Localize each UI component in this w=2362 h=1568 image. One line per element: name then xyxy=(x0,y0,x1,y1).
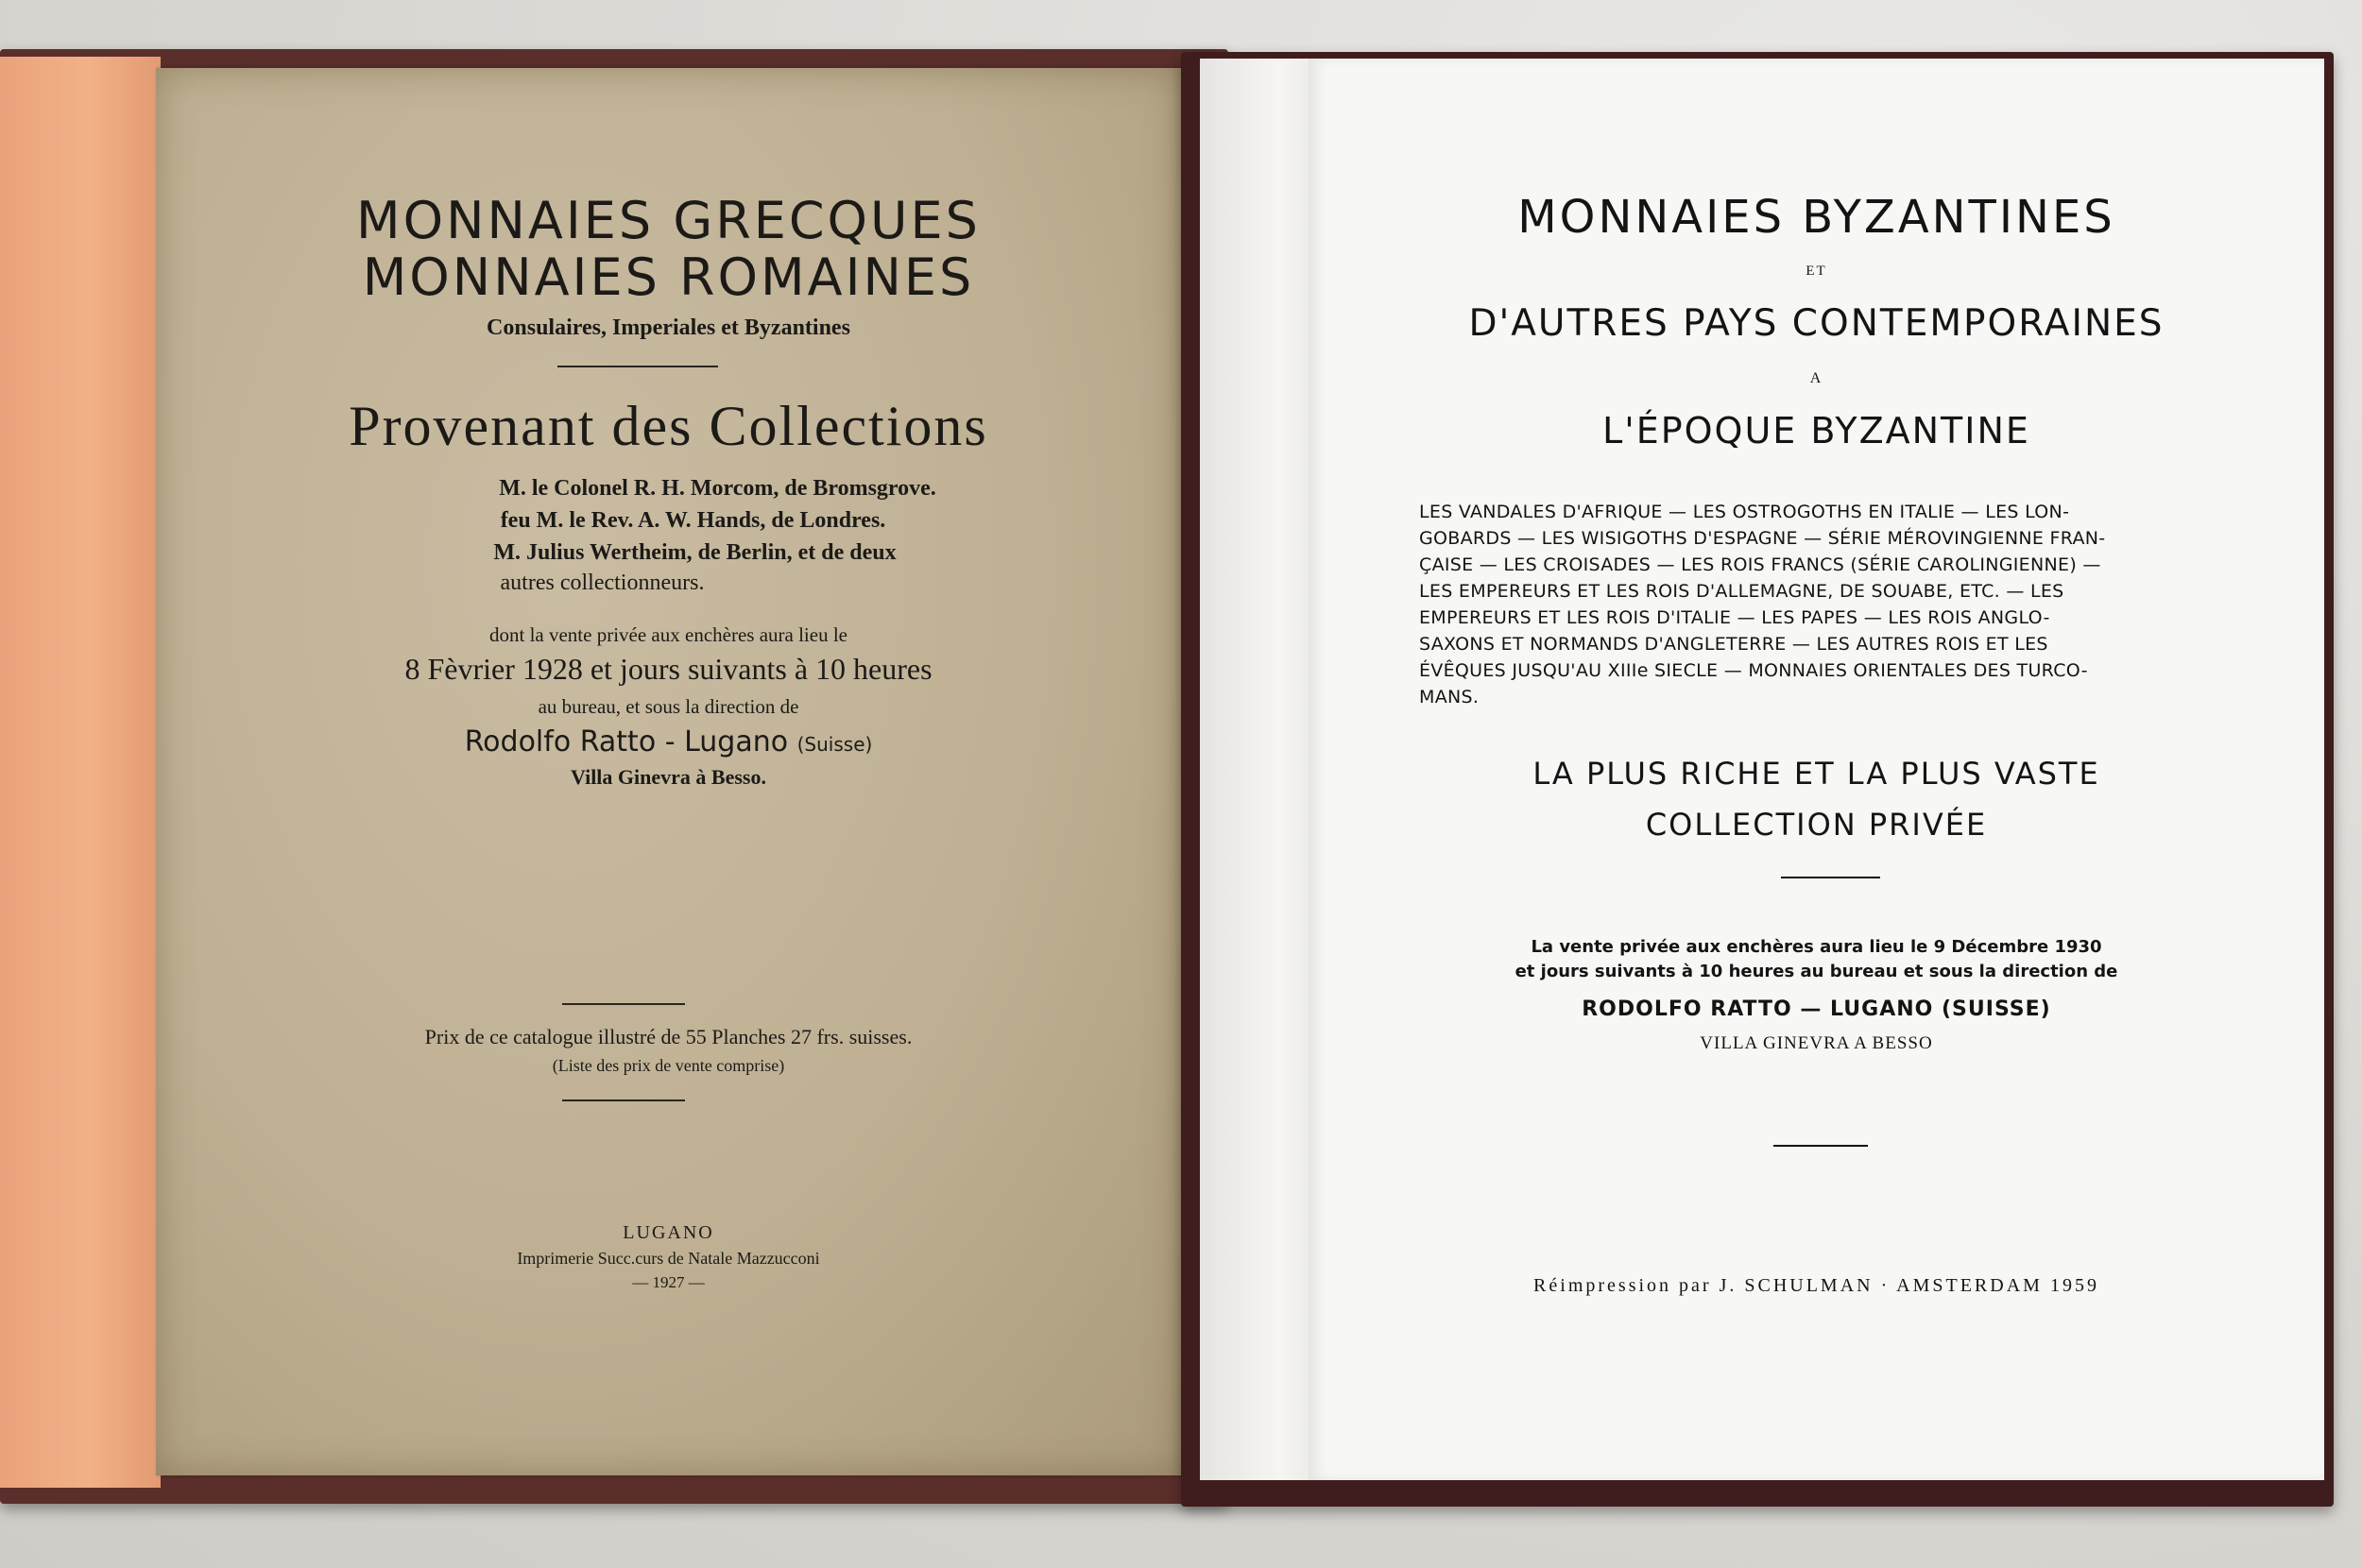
left-collector-2: feu M. le Rev. A. W. Hands, de Londres. xyxy=(500,508,886,533)
left-collections-heading: Provenant des Collections xyxy=(349,395,988,457)
right-sale-line2: et jours suivants à 10 heures au bureau et sous la direction de xyxy=(1515,962,2118,981)
right-dealer-address: VILLA GINEVRA A BESSO xyxy=(1700,1033,1933,1053)
left-title-page xyxy=(156,68,1181,1475)
right-sale-line1: La vente privée aux enchères aura lieu le 9 Décembre 1930 xyxy=(1531,937,2102,957)
right-highlight-line1: LA PLUS RICHE ET LA PLUS VASTE xyxy=(1532,756,2100,792)
right-gutter-page xyxy=(1200,59,1313,1480)
contents-line: SAXONS ET NORMANDS D'ANGLETERRE — LES AUTRES ROIS ET LES xyxy=(1419,634,2048,655)
left-sale-intro: dont la vente privée aux enchères aura lieu le xyxy=(489,623,847,646)
left-city: LUGANO xyxy=(623,1222,714,1243)
right-title-et: ET xyxy=(1806,264,1827,279)
right-highlight-line2: COLLECTION PRIVÉE xyxy=(1645,807,1988,843)
left-dealer-address: Villa Ginevra à Besso. xyxy=(571,765,766,789)
contents-line: LES EMPEREURS ET LES ROIS D'ALLEMAGNE, DE SOUABE, ETC. — LES xyxy=(1419,581,2064,602)
right-rule-1 xyxy=(1781,877,1880,878)
left-price-note: (Liste des prix de vente comprise) xyxy=(552,1056,785,1075)
right-contents-block xyxy=(1419,499,2215,710)
left-collector-1: M. le Colonel R. H. Morcom, de Bromsgrove. xyxy=(499,476,936,501)
left-collector-3: M. Julius Wertheim, de Berlin, et de deux xyxy=(493,540,897,565)
left-sale-date: 8 Fèvrier 1928 et jours suivants à 10 heures xyxy=(404,652,933,686)
left-endpaper xyxy=(0,57,161,1488)
left-subtitle: Consulaires, Imperiales et Byzantines xyxy=(487,315,850,340)
left-year: — 1927 — xyxy=(632,1273,705,1291)
left-rule-1 xyxy=(557,366,718,367)
left-dealer-line xyxy=(156,725,1181,758)
left-sale-direction: au bureau, et sous la direction de xyxy=(538,695,799,718)
right-dealer: RODOLFO RATTO — LUGANO (SUISSE) xyxy=(1582,997,2051,1021)
left-dealer: Rodolfo Ratto - Lugano xyxy=(464,725,789,758)
contents-line: LES VANDALES D'AFRIQUE — LES OSTROGOTHS EN ITALIE — LES LON- xyxy=(1419,502,2070,522)
left-title-line1: MONNAIES GRECQUES xyxy=(356,191,981,250)
contents-line: GOBARDS — LES WISIGOTHS D'ESPAGNE — SÉRIE MÉROVINGIENNE FRAN- xyxy=(1419,528,2106,549)
left-collector-3-cont: autres collectionneurs. xyxy=(500,571,705,595)
right-title-line3: L'ÉPOQUE BYZANTINE xyxy=(1602,410,2030,452)
left-price-line: Prix de ce catalogue illustré de 55 Planches 27 frs. suisses. xyxy=(424,1025,913,1048)
right-title-page xyxy=(1309,59,2324,1480)
left-rule-2 xyxy=(562,1003,685,1005)
left-printer: Imprimerie Succ.curs de Natale Mazzucconi xyxy=(517,1249,820,1268)
right-title-line2: D'AUTRES PAYS CONTEMPORAINES xyxy=(1468,302,2165,345)
left-rule-3 xyxy=(562,1099,685,1101)
right-title-line1: MONNAIES BYZANTINES xyxy=(1517,191,2115,244)
left-title-line2: MONNAIES ROMAINES xyxy=(362,247,975,307)
right-rule-2 xyxy=(1773,1145,1868,1147)
contents-line: MANS. xyxy=(1419,687,1480,707)
contents-line: EMPEREURS ET LES ROIS D'ITALIE — LES PAPES — LES ROIS ANGLO- xyxy=(1419,607,2050,628)
contents-line: ÇAISE — LES CROISADES — LES ROIS FRANCS (SÉRIE CAROLINGIENNE) — xyxy=(1419,554,2101,575)
contents-line: ÉVÊQUES JUSQU'AU XIIIe SIECLE — MONNAIES ORIENTALES DES TURCO- xyxy=(1419,660,2088,681)
right-title-a: A xyxy=(1809,370,1823,386)
left-dealer-country: (Suisse) xyxy=(796,733,873,756)
right-reprint-line: Réimpression par J. SCHULMAN · AMSTERDAM 1959 xyxy=(1533,1275,2099,1296)
